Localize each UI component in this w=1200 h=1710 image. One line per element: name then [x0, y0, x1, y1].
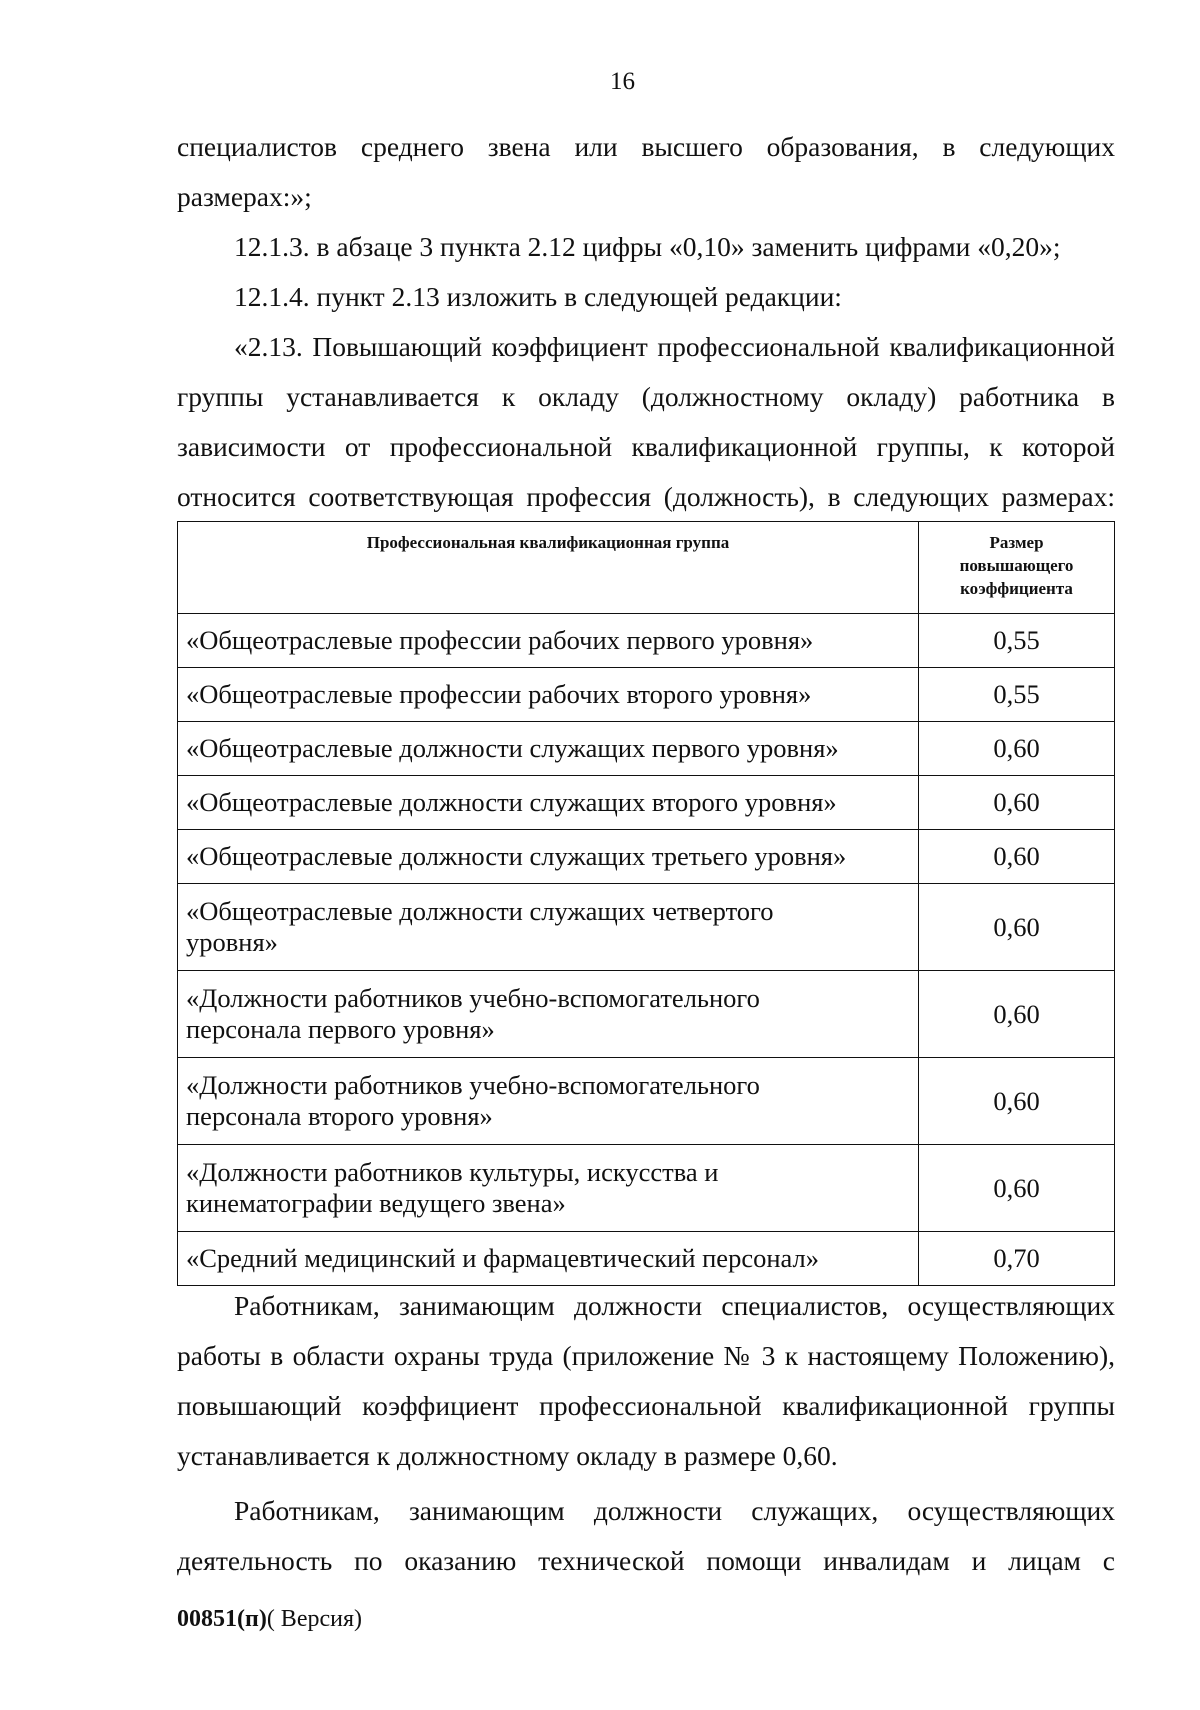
- group-name: «Общеотраслевые должности служащих первого уровня»: [178, 722, 919, 776]
- page-number: 16: [610, 68, 635, 95]
- table-header-row: [178, 522, 1115, 614]
- group-name-line: персонала первого уровня»: [186, 1014, 495, 1044]
- paragraph-line: устанавливается к должностному окладу в размере 0,60.: [177, 1440, 838, 1471]
- item-12-1-4: [177, 272, 1115, 322]
- coefficient-table: [177, 521, 1115, 1286]
- paragraph-line: группы устанавливается к окладу (должностному окладу) работника в: [177, 381, 1115, 412]
- paragraph-safety: [177, 1281, 1115, 1481]
- paragraph-line: 12.1.4. пункт 2.13 изложить в следующей редакции:: [234, 281, 842, 312]
- table-row: [178, 614, 1115, 668]
- group-name: [178, 1145, 919, 1232]
- group-name-line: «Должности работников учебно-вспомогательного: [186, 1070, 760, 1100]
- paragraph-line: работы в области охраны труда (приложение № 3 к настоящему Положению),: [177, 1340, 1115, 1371]
- coefficient-value: 0,60: [919, 884, 1115, 971]
- coefficient-value: 0,60: [919, 1058, 1115, 1145]
- coefficient-value: 0,60: [919, 722, 1115, 776]
- document-version: ( Версия): [266, 1606, 362, 1632]
- paragraph-disabled: [177, 1486, 1115, 1586]
- header-coefficient: [919, 522, 1115, 614]
- coefficient-value: 0,60: [919, 830, 1115, 884]
- header-coefficient-line: Размер: [989, 533, 1044, 552]
- coefficient-value: 0,60: [919, 971, 1115, 1058]
- paragraph-line: Работникам, занимающим должности специалистов, осуществляющих: [234, 1290, 1115, 1321]
- paragraph-line: деятельность по оказанию технической помощи инвалидам и лицам с: [177, 1545, 1115, 1576]
- header-coefficient-line: коэффициента: [960, 579, 1073, 598]
- paragraph-line: специалистов среднего звена или высшего образования, в следующих: [177, 131, 1115, 162]
- header-group: Профессиональная квалификационная группа: [178, 522, 919, 614]
- group-name: «Средний медицинский и фармацевтический персонал»: [178, 1232, 919, 1286]
- table-row: [178, 1232, 1115, 1286]
- group-name-line: кинематографии ведущего звена»: [186, 1188, 566, 1218]
- table-row: [178, 1145, 1115, 1232]
- group-name-line: персонала второго уровня»: [186, 1101, 493, 1131]
- group-name: [178, 884, 919, 971]
- table-row: [178, 884, 1115, 971]
- paragraph-line: Работникам, занимающим должности служащих, осуществляющих: [234, 1495, 1115, 1526]
- table-row: [178, 776, 1115, 830]
- paragraph-line: 12.1.3. в абзаце 3 пункта 2.12 цифры «0,10» заменить цифрами «0,20»;: [234, 231, 1061, 262]
- coefficient-value: 0,55: [919, 668, 1115, 722]
- document-number: 00851(п): [177, 1606, 267, 1632]
- document-footer: [177, 1606, 362, 1633]
- paragraph-line: относится соответствующая профессия (должность), в следующих размерах:: [177, 481, 1115, 512]
- paragraph-line: «2.13. Повышающий коэффициент профессиональной квалификационной: [234, 331, 1115, 362]
- group-name: «Общеотраслевые должности служащих третьего уровня»: [178, 830, 919, 884]
- paragraph-continuation: [177, 122, 1115, 222]
- coefficient-value: 0,60: [919, 776, 1115, 830]
- header-coefficient-line: повышающего: [959, 556, 1074, 575]
- group-name: «Общеотраслевые профессии рабочих второго уровня»: [178, 668, 919, 722]
- group-name: [178, 971, 919, 1058]
- table-row: [178, 722, 1115, 776]
- item-12-1-3: [177, 222, 1115, 272]
- clause-2-13: [177, 322, 1115, 522]
- group-name-line: уровня»: [186, 927, 278, 957]
- table-row: [178, 971, 1115, 1058]
- table-row: [178, 668, 1115, 722]
- group-name-line: «Должности работников культуры, искусства и: [186, 1157, 719, 1187]
- paragraph-line: повышающий коэффициент профессиональной квалификационной группы: [177, 1390, 1115, 1421]
- group-name: «Общеотраслевые должности служащих второго уровня»: [178, 776, 919, 830]
- table-row: [178, 1058, 1115, 1145]
- group-name-line: «Должности работников учебно-вспомогательного: [186, 983, 760, 1013]
- paragraph-line: зависимости от профессиональной квалификационной группы, к которой: [177, 431, 1115, 462]
- paragraph-line: размерах:»;: [177, 181, 312, 212]
- coefficient-value: 0,60: [919, 1145, 1115, 1232]
- coefficient-value: 0,55: [919, 614, 1115, 668]
- group-name: [178, 1058, 919, 1145]
- coefficient-value: 0,70: [919, 1232, 1115, 1286]
- group-name: «Общеотраслевые профессии рабочих первого уровня»: [178, 614, 919, 668]
- table-row: [178, 830, 1115, 884]
- group-name-line: «Общеотраслевые должности служащих четвертого: [186, 896, 774, 926]
